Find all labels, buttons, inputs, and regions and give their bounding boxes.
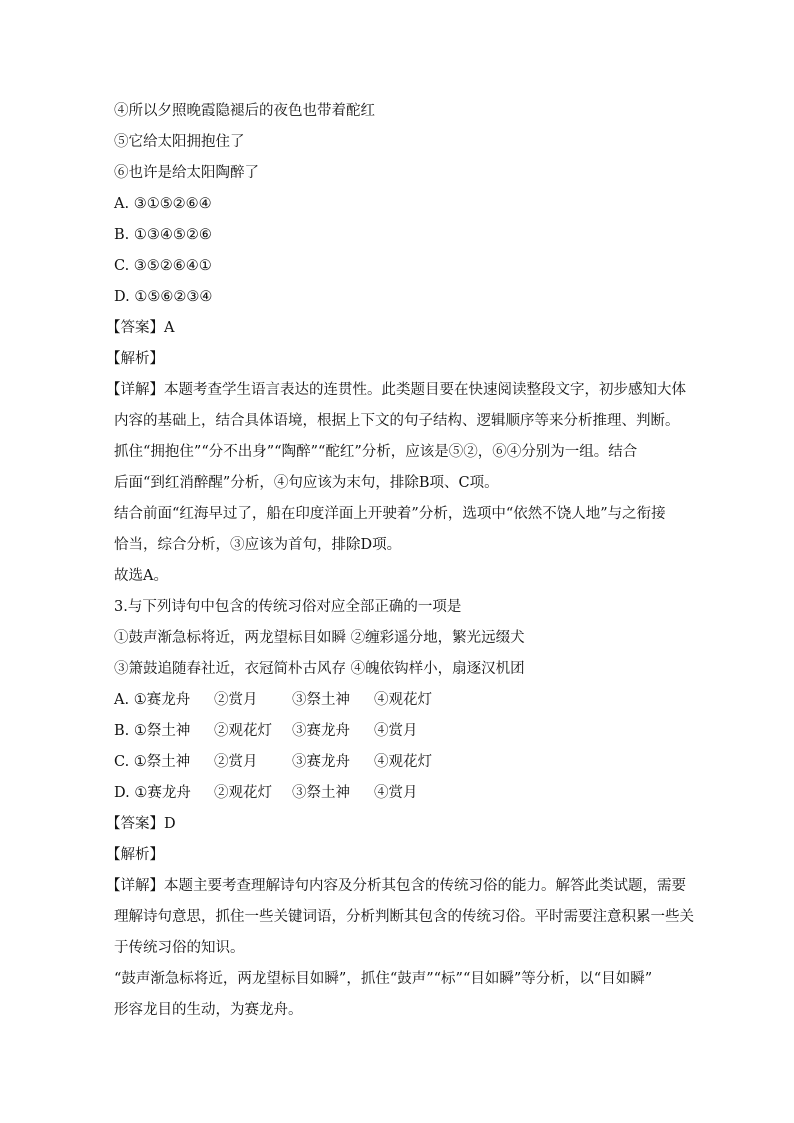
q3-option-a-2: ②赏月 xyxy=(214,692,258,708)
q3-answer: 【答案】D xyxy=(106,816,176,832)
q2-option-a: A. ③①⑤②⑥④ xyxy=(114,196,212,212)
q2-detail-line-7: 故选A。 xyxy=(114,568,168,584)
q3-detail-line-5: 形容龙目的生动，为赛龙舟。 xyxy=(114,1002,303,1018)
q3-poem-line-1: ①鼓声渐急标将近，两龙望标目如瞬 ②缠彩遥分地，繁光远缀犬 xyxy=(114,630,525,646)
q3-option-b-1: B. ①祭土神 xyxy=(114,723,191,739)
q2-detail-line-2: 内容的基础上，结合具体语境，根据上下文的句子结构、逻辑顺序等来分析推理、判断。 xyxy=(114,413,680,429)
q3-option-c-1: C. ①祭土神 xyxy=(114,754,191,770)
q2-answer: 【答案】A xyxy=(106,320,175,336)
q3-detail-line-1: 【详解】本题主要考查理解诗句内容及分析其包含的传统习俗的能力。解答此类试题，需要 xyxy=(106,878,686,894)
q3-option-b xyxy=(114,716,694,747)
q2-option-c: C. ③⑤②⑥④① xyxy=(114,258,212,274)
q3-option-d-4: ④赏月 xyxy=(374,785,418,801)
q3-poem-line-2: ③箫鼓追随春社近，衣冠简朴古风存 ④魄依钩样小，扇逐汉机团 xyxy=(114,661,525,677)
q2-detail-line-6: 恰当，综合分析，③应该为首句，排除D项。 xyxy=(114,537,402,553)
q3-option-c-2: ②赏月 xyxy=(214,754,258,770)
q3-detail-line-4: “鼓声渐急标将近，两龙望标目如瞬”，抓住“鼓声”“标”“目如瞬”等分析，以“目如瞬” xyxy=(114,971,653,987)
q3-option-d-2: ②观花灯 xyxy=(214,785,272,801)
q2-option-d: D. ①⑤⑥②③④ xyxy=(114,289,213,305)
q3-option-b-4: ④赏月 xyxy=(374,723,418,739)
q3-option-d-3: ③祭土神 xyxy=(292,785,350,801)
q3-option-b-2: ②观花灯 xyxy=(214,723,272,739)
q3-option-a-3: ③祭土神 xyxy=(292,692,350,708)
q3-analysis-label: 【解析】 xyxy=(106,847,164,863)
sentence-6: ⑥也许是给太阳陶醉了 xyxy=(114,165,259,181)
q2-analysis-label: 【解析】 xyxy=(106,351,164,367)
q3-option-a-4: ④观花灯 xyxy=(374,692,432,708)
q3-option-d-1: D. ①赛龙舟 xyxy=(114,785,191,801)
q3-option-c-4: ④观花灯 xyxy=(374,754,432,770)
q3-detail-line-2: 理解诗句意思，抓住一些关键词语，分析判断其包含的传统习俗。平时需要注意积累一些关 xyxy=(114,909,694,925)
q3-option-a-1: A. ①赛龙舟 xyxy=(114,692,191,708)
sentence-4: ④所以夕照晚霞隐褪后的夜色也带着酡红 xyxy=(114,103,375,119)
q2-detail-line-4: 后面“到红消醉醒”分析，④句应该为末句，排除B项、C项。 xyxy=(114,475,499,491)
q2-detail-line-5: 结合前面“红海早过了，船在印度洋面上开驶着”分析，选项中“依然不饶人地”与之衔接 xyxy=(114,506,666,522)
q3-option-d xyxy=(114,778,694,809)
q3-option-c-3: ③赛龙舟 xyxy=(292,754,350,770)
q2-detail-line-3: 抓住“拥抱住”“分不出身”“陶醉”“酡红”分析，应该是⑤②，⑥④分别为一组。结合 xyxy=(114,444,638,460)
document-page xyxy=(106,96,694,1026)
q3-option-a xyxy=(114,685,694,716)
sentence-5: ⑤它给太阳拥抱住了 xyxy=(114,134,245,150)
q2-detail-line-1: 【详解】本题考查学生语言表达的连贯性。此类题目要在快速阅读整段文字，初步感知大体 xyxy=(106,382,686,398)
q2-option-b: B. ①③④⑤②⑥ xyxy=(114,227,212,243)
q3-option-c xyxy=(114,747,694,778)
q3-option-b-3: ③赛龙舟 xyxy=(292,723,350,739)
q3-detail-line-3: 于传统习俗的知识。 xyxy=(114,940,245,956)
q3-stem: 3.与下列诗句中包含的传统习俗对应全部正确的一项是 xyxy=(114,599,462,615)
